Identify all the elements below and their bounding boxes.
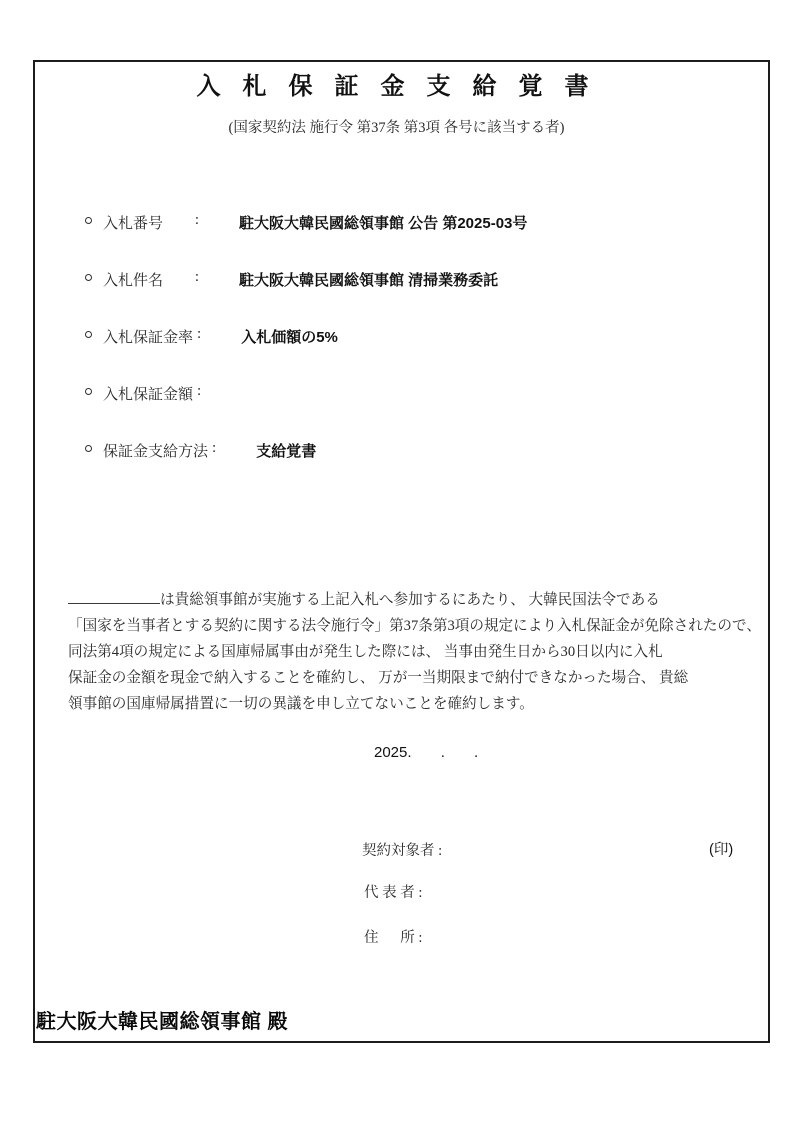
- item-value: 入札価額の5%: [241, 329, 338, 346]
- paragraph-line-4: 保証金の金額を現金で納入することを確約し、 万が一当期限まで納付できなかった場合、 貴総: [68, 670, 689, 686]
- addressee-line: 駐大阪大韓民國総領事館 殿: [36, 1011, 289, 1033]
- address-label: 住 所 :: [364, 930, 423, 946]
- bid-info-list: [85, 212, 725, 497]
- list-item-bid-number: [85, 212, 725, 231]
- item-colon: :: [197, 383, 202, 399]
- item-colon: :: [194, 212, 199, 228]
- pledge-paragraph: [68, 589, 761, 719]
- circle-bullet-icon: [85, 217, 92, 224]
- item-label-wrap: [103, 326, 201, 347]
- paragraph-line-5: 領事館の国庫帰属措置に一切の異議を申し立てないことを確約します。: [68, 696, 534, 712]
- item-label-wrap: [103, 269, 199, 290]
- item-label: 入札保証金額: [103, 387, 194, 403]
- item-label: 保証金支給方法: [103, 444, 209, 460]
- paragraph-line-3: 同法第4項の規定による国庫帰属事由が発生した際には、 当事由発生日から30日以内に入札: [68, 644, 663, 660]
- item-colon: :: [212, 440, 217, 456]
- page-title: 入 札 保 証 金 支 給 覚 書: [196, 74, 597, 100]
- paragraph-line-1-text: は貴総領事館が実施する上記入札へ参加するにあたり、 大韓民国法令である: [160, 592, 660, 608]
- item-value: 駐大阪大韓民國総領事館 清掃業務委託: [239, 272, 499, 289]
- paragraph-line-2: 「国家を当事者とする契約に関する法令施行令」第37条第3項の規定により入札保証金が免除されたので、: [68, 618, 761, 634]
- list-item-bid-title: [85, 269, 725, 288]
- circle-bullet-icon: [85, 274, 92, 281]
- item-label-wrap: [103, 212, 199, 233]
- item-label: 入札保証金率: [103, 330, 194, 346]
- list-item-deposit-rate: [85, 326, 725, 345]
- item-value: 支給覚書: [256, 443, 317, 460]
- item-colon: :: [197, 326, 202, 342]
- date-field: 2025. . .: [374, 744, 479, 761]
- item-label: 入札番号: [103, 216, 164, 232]
- bidder-name-blank: [68, 590, 160, 604]
- item-label-wrap: [103, 440, 216, 461]
- representative-label: 代 表 者 :: [364, 885, 423, 901]
- contractor-label: 契約対象者 :: [362, 843, 443, 859]
- list-item-deposit-amount: [85, 383, 725, 402]
- item-label-wrap: [103, 383, 201, 404]
- circle-bullet-icon: [85, 331, 92, 338]
- seal-mark: (印): [709, 842, 734, 858]
- list-item-payment-method: [85, 440, 725, 459]
- item-colon: :: [194, 269, 199, 285]
- item-value: 駐大阪大韓民國総領事館 公告 第2025-03号: [239, 215, 528, 232]
- item-label: 入札件名: [103, 273, 164, 289]
- paragraph-line-1: [68, 589, 748, 615]
- circle-bullet-icon: [85, 388, 92, 395]
- circle-bullet-icon: [85, 445, 92, 452]
- page-subtitle: (国家契約法 施行令 第37条 第3項 各号に該当する者): [228, 120, 565, 136]
